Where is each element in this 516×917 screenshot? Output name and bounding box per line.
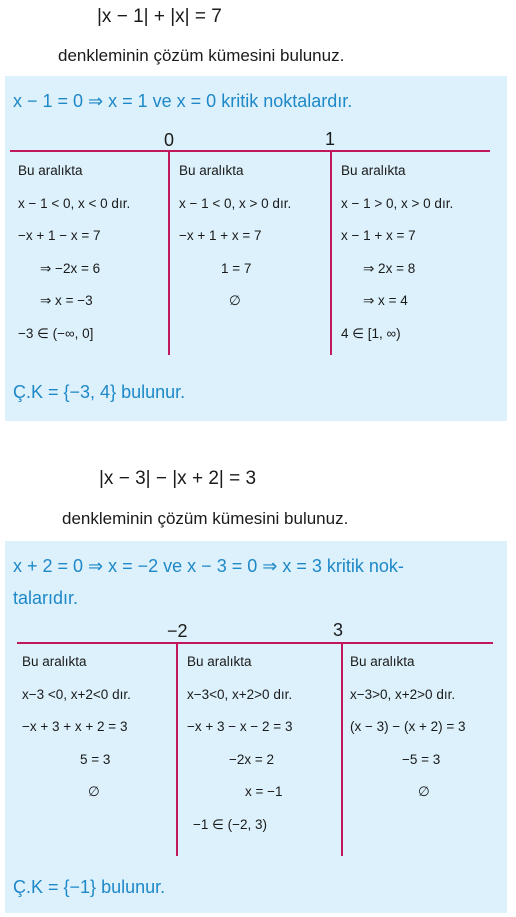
problem1-answer: Ç.K = {−3, 4} bulunur. — [13, 382, 186, 402]
cell-line: −x + 3 − x − 2 = 3 — [187, 719, 293, 734]
cell-line: 5 = 3 — [80, 751, 111, 767]
cell-line: −x + 1 − x = 7 — [18, 228, 101, 243]
problem2-column-2 — [187, 646, 292, 841]
cell-line: x = −1 — [245, 784, 283, 799]
cell-line: 1 = 7 — [221, 260, 252, 276]
cell-line: ⇒ −2x = 6 — [40, 260, 101, 276]
problem1-equation: |x − 1| + |x| = 7 — [97, 6, 222, 27]
cell-line: Bu aralıkta — [18, 163, 83, 178]
empty-set-symbol: ∅ — [88, 784, 100, 799]
cell-line: Bu aralıkta — [22, 654, 87, 669]
cell-line: ⇒ 2x = 8 — [363, 260, 416, 276]
cell-line: −5 = 3 — [402, 751, 441, 767]
cell-line: (x − 3) − (x + 2) = 3 — [350, 719, 466, 734]
problem2-critical-points: x + 2 = 0 ⇒ x = −2 ve x − 3 = 0 ⇒ x = 3 kritik nok- — [13, 556, 404, 576]
cell-line: −2x = 2 — [229, 751, 275, 767]
problem1-number-line — [10, 150, 490, 152]
cell-line: −x + 1 + x = 7 — [179, 228, 262, 243]
problem1-column-1 — [18, 155, 130, 350]
problem2-point-1: 3 — [333, 620, 344, 640]
problem2-critical-points-cont: talarıdır. — [13, 588, 79, 608]
problem1-column-2 — [179, 155, 291, 318]
problem2-point-0: −2 — [167, 621, 188, 641]
problem2-column-3 — [350, 646, 466, 809]
cell-line: Bu aralıkta — [187, 654, 252, 669]
problem1-prompt: denkleminin çözüm kümesini bulunuz. — [58, 46, 345, 65]
cell-line: x−3 <0, x+2<0 dır. — [22, 686, 131, 702]
problem1-divider-0 — [168, 150, 170, 355]
cell-line: −3 ∈ (−∞, 0] — [18, 325, 94, 341]
cell-line: x − 1 < 0, x < 0 dır. — [18, 195, 131, 211]
problem1-critical-points: x − 1 = 0 ⇒ x = 1 ve x = 0 kritik noktalardır. — [13, 91, 353, 111]
cell-line: x−3>0, x+2>0 dır. — [350, 686, 456, 702]
empty-set-symbol: ∅ — [418, 784, 430, 799]
cell-line: Bu aralıkta — [341, 163, 406, 178]
cell-line: −x + 3 + x + 2 = 3 — [22, 719, 128, 734]
cell-line: x − 1 < 0, x > 0 dır. — [179, 195, 292, 211]
problem1-divider-1 — [330, 150, 332, 355]
cell-line: −1 ∈ (−2, 3) — [193, 816, 268, 832]
problem2-prompt: denkleminin çözüm kümesini bulunuz. — [62, 509, 349, 528]
cell-line: x−3<0, x+2>0 dır. — [187, 686, 293, 702]
problem1-column-3 — [341, 155, 453, 350]
problem1-solution-box — [5, 76, 507, 421]
problem2-answer: Ç.K = {−1} bulunur. — [13, 877, 166, 897]
cell-line: Bu aralıkta — [350, 654, 415, 669]
cell-line: Bu aralıkta — [179, 163, 244, 178]
problem2-column-1 — [22, 646, 131, 809]
problem2-solution-box — [5, 541, 507, 913]
cell-line: x − 1 > 0, x > 0 dır. — [341, 195, 454, 211]
problem1-point-1: 1 — [325, 129, 336, 149]
problem2-equation: |x − 3| − |x + 2| = 3 — [99, 468, 257, 489]
problem2-number-line — [17, 642, 493, 644]
cell-line: ⇒ x = 4 — [363, 293, 408, 308]
problem2-divider-0 — [176, 642, 178, 856]
cell-line: ⇒ x = −3 — [40, 293, 93, 308]
problem1-point-0: 0 — [164, 130, 175, 150]
empty-set-symbol: ∅ — [229, 293, 241, 308]
cell-line: 4 ∈ [1, ∞) — [341, 325, 401, 341]
problem2-divider-1 — [341, 642, 343, 856]
cell-line: x − 1 + x = 7 — [341, 228, 416, 243]
